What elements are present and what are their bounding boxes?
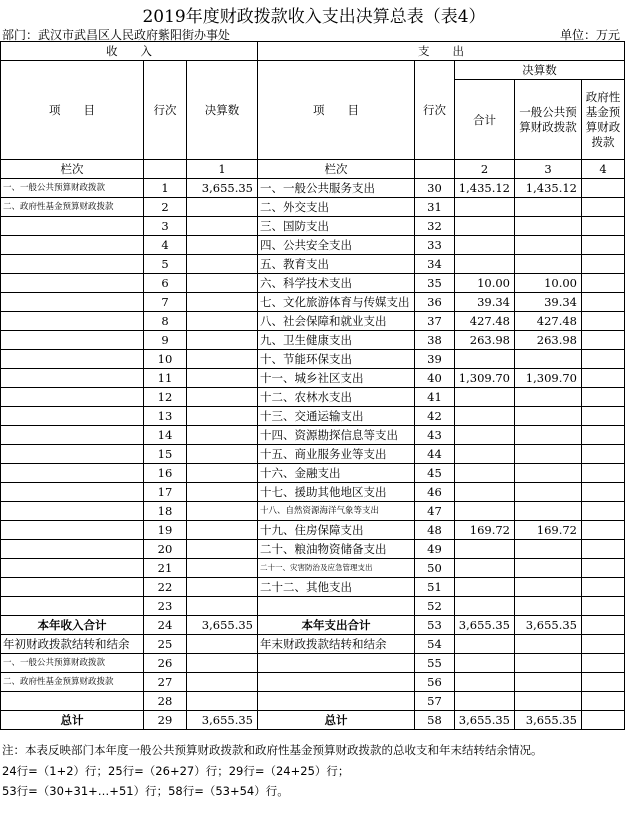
income-line-cell: 4	[144, 236, 187, 255]
gov-fund-cell	[582, 388, 625, 407]
income-item-cell	[1, 426, 144, 445]
gov-fund-cell	[582, 559, 625, 578]
final-accounts-table	[0, 41, 625, 730]
income-line-cell: 7	[144, 293, 187, 312]
income-amount-cell: 3,655.35	[187, 179, 258, 198]
note-line-2: 24行=（1+2）行；25行=（26+27）行；29行=（24+25）行；	[2, 764, 350, 778]
total-cell: 39.34	[455, 293, 515, 312]
gov-fund-cell	[582, 179, 625, 198]
income-item-cell	[1, 236, 144, 255]
general-budget-cell: 1,309.70	[515, 369, 582, 388]
table-row	[1, 388, 625, 407]
income-item-cell	[1, 559, 144, 578]
total-cell	[455, 654, 515, 673]
table-row	[1, 426, 625, 445]
expense-line-cell: 41	[415, 388, 455, 407]
expense-line-cell: 45	[415, 464, 455, 483]
expense-line-cell: 39	[415, 350, 455, 369]
table-row	[1, 578, 625, 597]
income-amount-cell	[187, 407, 258, 426]
column-number: 3	[515, 160, 582, 179]
income-line-cell: 10	[144, 350, 187, 369]
income-amount-cell	[187, 236, 258, 255]
expense-line-cell: 30	[415, 179, 455, 198]
general-budget-cell	[515, 692, 582, 711]
general-budget-cell	[515, 464, 582, 483]
expense-item-cell	[258, 654, 415, 673]
total-cell: 3,655.35	[455, 711, 515, 730]
general-budget-cell	[515, 540, 582, 559]
expense-item-cell: 总计	[258, 711, 415, 730]
income-amount-cell	[187, 692, 258, 711]
expense-item-cell: 年末财政拨款结转和结余	[258, 635, 415, 654]
income-item-cell: 一、一般公共预算财政拨款	[1, 179, 144, 198]
income-line-cell: 5	[144, 255, 187, 274]
expense-line-cell: 49	[415, 540, 455, 559]
income-line-cell: 1	[144, 179, 187, 198]
expense-line-cell: 42	[415, 407, 455, 426]
table-row	[1, 293, 625, 312]
income-amount-cell	[187, 217, 258, 236]
income-line-cell: 25	[144, 635, 187, 654]
expense-item-cell: 十七、援助其他地区支出	[258, 483, 415, 502]
income-item-cell	[1, 464, 144, 483]
income-line-cell: 27	[144, 673, 187, 692]
income-item-cell	[1, 407, 144, 426]
expense-item-cell: 二十、粮油物资储备支出	[258, 540, 415, 559]
income-amount-cell	[187, 445, 258, 464]
expense-item-cell: 二十一、灾害防治及应急管理支出	[258, 559, 415, 578]
gov-fund-cell	[582, 293, 625, 312]
income-amount-cell	[187, 388, 258, 407]
income-amount-cell	[187, 483, 258, 502]
final-amount-header: 决算数	[455, 61, 625, 80]
general-budget-cell: 427.48	[515, 312, 582, 331]
expense-line-cell: 56	[415, 673, 455, 692]
total-cell: 169.72	[455, 521, 515, 540]
total-cell	[455, 464, 515, 483]
general-budget-cell	[515, 445, 582, 464]
income-amount-cell	[187, 559, 258, 578]
income-amount-cell	[187, 540, 258, 559]
income-item-cell: 总计	[1, 711, 144, 730]
column-number: 1	[187, 160, 258, 179]
note-line-1: 注：本表反映部门本年度一般公共预算财政拨款和政府性基金预算财政拨款的总收支和年末结转结余情况。	[2, 743, 543, 757]
table-row	[1, 521, 625, 540]
column-number: 2	[455, 160, 515, 179]
gov-fund-cell	[582, 692, 625, 711]
general-budget-cell	[515, 597, 582, 616]
gov-fund-cell	[582, 274, 625, 293]
income-item-cell	[1, 350, 144, 369]
note-line-3: 53行=（30+31+…+51）行；58行=（53+54）行。	[2, 784, 289, 798]
expense-line-cell: 32	[415, 217, 455, 236]
expense-line-cell: 38	[415, 331, 455, 350]
expense-item-cell	[258, 692, 415, 711]
general-budget-cell: 3,655.35	[515, 711, 582, 730]
expense-line-cell: 33	[415, 236, 455, 255]
income-item-cell: 一、一般公共预算财政拨款	[1, 654, 144, 673]
gov-fund-cell	[582, 198, 625, 217]
total-cell	[455, 578, 515, 597]
income-header: 收 入	[1, 42, 258, 61]
income-item-cell	[1, 274, 144, 293]
income-column-label: 栏次	[1, 160, 144, 179]
general-budget-cell	[515, 654, 582, 673]
total-cell	[455, 540, 515, 559]
gov-fund-cell	[582, 426, 625, 445]
general-budget-cell: 39.34	[515, 293, 582, 312]
income-line-cell: 24	[144, 616, 187, 635]
gov-fund-cell	[582, 654, 625, 673]
expense-line-header: 行次	[415, 61, 455, 160]
gov-fund-cell	[582, 597, 625, 616]
total-cell: 3,655.35	[455, 616, 515, 635]
expense-item-cell: 四、公共安全支出	[258, 236, 415, 255]
expense-item-cell: 五、教育支出	[258, 255, 415, 274]
total-cell	[455, 388, 515, 407]
gov-fund-cell	[582, 673, 625, 692]
total-cell	[455, 559, 515, 578]
general-budget-cell	[515, 502, 582, 521]
gov-fund-cell	[582, 616, 625, 635]
total-cell	[455, 445, 515, 464]
income-line-cell: 3	[144, 217, 187, 236]
income-line-cell: 16	[144, 464, 187, 483]
income-item-cell	[1, 483, 144, 502]
gov-fund-cell	[582, 369, 625, 388]
expense-item-cell	[258, 673, 415, 692]
expense-line-cell: 48	[415, 521, 455, 540]
gov-fund-cell	[582, 578, 625, 597]
income-amount-cell	[187, 578, 258, 597]
income-item-cell	[1, 502, 144, 521]
expense-line-cell: 37	[415, 312, 455, 331]
expense-header: 支 出	[258, 42, 625, 61]
expense-line-cell: 47	[415, 502, 455, 521]
general-budget-cell: 10.00	[515, 274, 582, 293]
income-item-cell: 二、政府性基金预算财政拨款	[1, 198, 144, 217]
expense-item-cell: 一、一般公共服务支出	[258, 179, 415, 198]
income-item-cell	[1, 692, 144, 711]
income-item-cell	[1, 445, 144, 464]
expense-item-cell: 十四、资源勘探信息等支出	[258, 426, 415, 445]
income-line-cell: 15	[144, 445, 187, 464]
total-cell	[455, 236, 515, 255]
table-row	[1, 369, 625, 388]
expense-item-cell: 十九、住房保障支出	[258, 521, 415, 540]
gov-fund-cell	[582, 312, 625, 331]
general-budget-cell: 3,655.35	[515, 616, 582, 635]
income-amount-cell: 3,655.35	[187, 616, 258, 635]
expense-line-cell: 58	[415, 711, 455, 730]
table-row	[1, 464, 625, 483]
expense-column-label: 栏次	[258, 160, 415, 179]
total-cell	[455, 597, 515, 616]
income-line-cell: 14	[144, 426, 187, 445]
income-line-cell: 20	[144, 540, 187, 559]
income-item-cell	[1, 521, 144, 540]
general-budget-cell	[515, 217, 582, 236]
gov-fund-cell	[582, 217, 625, 236]
income-amount-cell: 3,655.35	[187, 711, 258, 730]
total-cell	[455, 217, 515, 236]
income-amount-cell	[187, 331, 258, 350]
total-cell	[455, 407, 515, 426]
income-item-cell	[1, 312, 144, 331]
gov-fund-cell	[582, 236, 625, 255]
expense-line-cell: 57	[415, 692, 455, 711]
page-title: 2019年度财政拨款收入支出决算总表（表4）	[142, 7, 486, 27]
total-header: 合计	[455, 80, 515, 160]
expense-line-cell: 35	[415, 274, 455, 293]
table-row	[1, 692, 625, 711]
income-item-cell: 本年收入合计	[1, 616, 144, 635]
expense-line-cell: 53	[415, 616, 455, 635]
income-line-cell: 22	[144, 578, 187, 597]
total-cell: 263.98	[455, 331, 515, 350]
general-budget-cell: 263.98	[515, 331, 582, 350]
table-row	[1, 198, 625, 217]
income-item-cell: 二、政府性基金预算财政拨款	[1, 673, 144, 692]
table-row	[1, 654, 625, 673]
income-amount-cell	[187, 654, 258, 673]
expense-line-cell: 46	[415, 483, 455, 502]
income-line-cell: 19	[144, 521, 187, 540]
table-row	[1, 236, 625, 255]
gov-fund-header: 政府性基金预算财政拨款	[582, 80, 625, 160]
gov-fund-cell	[582, 255, 625, 274]
income-line-cell: 26	[144, 654, 187, 673]
general-budget-cell	[515, 407, 582, 426]
total-cell	[455, 635, 515, 654]
income-amount-cell	[187, 350, 258, 369]
general-budget-cell	[515, 673, 582, 692]
income-amount-cell	[187, 521, 258, 540]
income-line-cell: 9	[144, 331, 187, 350]
table-row	[1, 673, 625, 692]
table-row	[1, 540, 625, 559]
gov-fund-cell	[582, 407, 625, 426]
income-amount-cell	[187, 673, 258, 692]
income-item-cell	[1, 331, 144, 350]
income-line-header: 行次	[144, 61, 187, 160]
table-row	[1, 350, 625, 369]
income-item-cell	[1, 388, 144, 407]
total-cell	[455, 198, 515, 217]
expense-line-cell: 43	[415, 426, 455, 445]
total-cell	[455, 673, 515, 692]
income-item-cell	[1, 369, 144, 388]
income-line-cell: 2	[144, 198, 187, 217]
expense-item-cell: 十一、城乡社区支出	[258, 369, 415, 388]
gov-fund-cell	[582, 635, 625, 654]
table-row	[1, 217, 625, 236]
general-budget-header: 一般公共预算财政拨款	[515, 80, 582, 160]
income-line-cell: 12	[144, 388, 187, 407]
income-item-cell	[1, 540, 144, 559]
table-row	[1, 274, 625, 293]
gov-fund-cell	[582, 540, 625, 559]
expense-line-cell: 54	[415, 635, 455, 654]
income-line-cell: 8	[144, 312, 187, 331]
total-cell: 427.48	[455, 312, 515, 331]
expense-item-cell: 六、科学技术支出	[258, 274, 415, 293]
gov-fund-cell	[582, 502, 625, 521]
expense-item-cell: 十八、自然资源海洋气象等支出	[258, 502, 415, 521]
general-budget-cell	[515, 635, 582, 654]
income-line-cell: 28	[144, 692, 187, 711]
table-row	[1, 502, 625, 521]
income-amount-cell	[187, 255, 258, 274]
general-budget-cell	[515, 350, 582, 369]
income-amount-cell	[187, 464, 258, 483]
income-amount-cell	[187, 369, 258, 388]
total-cell	[455, 483, 515, 502]
general-budget-cell	[515, 578, 582, 597]
expense-line-cell: 34	[415, 255, 455, 274]
general-budget-cell	[515, 426, 582, 445]
income-amount-header: 决算数	[187, 61, 258, 160]
income-amount-cell	[187, 502, 258, 521]
table-row	[1, 445, 625, 464]
total-cell	[455, 502, 515, 521]
general-budget-cell	[515, 559, 582, 578]
general-budget-cell	[515, 198, 582, 217]
table-row	[1, 179, 625, 198]
expense-line-cell: 36	[415, 293, 455, 312]
expense-line-cell: 44	[415, 445, 455, 464]
expense-line-cell: 40	[415, 369, 455, 388]
expense-item-header: 项 目	[258, 61, 415, 160]
total-cell: 1,435.12	[455, 179, 515, 198]
total-cell	[455, 426, 515, 445]
expense-item-cell: 八、社会保障和就业支出	[258, 312, 415, 331]
gov-fund-cell	[582, 331, 625, 350]
gov-fund-cell	[582, 483, 625, 502]
income-item-cell	[1, 293, 144, 312]
expense-line-cell: 50	[415, 559, 455, 578]
table-row	[1, 312, 625, 331]
gov-fund-cell	[582, 445, 625, 464]
expense-line-cell: 55	[415, 654, 455, 673]
expense-item-cell	[258, 597, 415, 616]
table-row	[1, 255, 625, 274]
table-row	[1, 483, 625, 502]
general-budget-cell	[515, 388, 582, 407]
table-row	[1, 407, 625, 426]
expense-item-cell: 十六、金融支出	[258, 464, 415, 483]
income-item-cell	[1, 597, 144, 616]
general-budget-cell: 1,435.12	[515, 179, 582, 198]
expense-item-cell: 十、节能环保支出	[258, 350, 415, 369]
income-item-cell	[1, 578, 144, 597]
gov-fund-cell	[582, 464, 625, 483]
income-line-cell: 21	[144, 559, 187, 578]
column-number: 4	[582, 160, 625, 179]
total-cell: 1,309.70	[455, 369, 515, 388]
income-line-cell: 11	[144, 369, 187, 388]
general-budget-cell: 169.72	[515, 521, 582, 540]
table-row	[1, 597, 625, 616]
income-line-cell: 18	[144, 502, 187, 521]
expense-item-cell: 九、卫生健康支出	[258, 331, 415, 350]
expense-item-cell: 七、文化旅游体育与传媒支出	[258, 293, 415, 312]
income-item-cell	[1, 217, 144, 236]
expense-line-cell: 52	[415, 597, 455, 616]
expense-item-cell: 十二、农林水支出	[258, 388, 415, 407]
income-item-cell	[1, 255, 144, 274]
table-row	[1, 635, 625, 654]
income-item-cell: 年初财政拨款结转和结余	[1, 635, 144, 654]
income-amount-cell	[187, 198, 258, 217]
gov-fund-cell	[582, 350, 625, 369]
income-line-cell: 29	[144, 711, 187, 730]
unit-label: 单位：万元	[559, 28, 620, 42]
income-line-cell: 23	[144, 597, 187, 616]
income-line-cell: 6	[144, 274, 187, 293]
expense-item-cell: 二十二、其他支出	[258, 578, 415, 597]
table-row	[1, 559, 625, 578]
expense-item-cell: 十五、商业服务业等支出	[258, 445, 415, 464]
expense-item-cell: 本年支出合计	[258, 616, 415, 635]
gov-fund-cell	[582, 521, 625, 540]
total-cell: 10.00	[455, 274, 515, 293]
income-amount-cell	[187, 312, 258, 331]
total-cell	[455, 255, 515, 274]
expense-item-cell: 十三、交通运输支出	[258, 407, 415, 426]
general-budget-cell	[515, 236, 582, 255]
table-row	[1, 616, 625, 635]
expense-line-cell: 51	[415, 578, 455, 597]
gov-fund-cell	[582, 711, 625, 730]
income-amount-cell	[187, 635, 258, 654]
expense-line-cell: 31	[415, 198, 455, 217]
department-label: 部门：武汉市武昌区人民政府紫阳街办事处	[2, 28, 231, 42]
expense-item-cell: 二、外交支出	[258, 198, 415, 217]
general-budget-cell	[515, 255, 582, 274]
table-row	[1, 711, 625, 730]
income-line-cell: 17	[144, 483, 187, 502]
general-budget-cell	[515, 483, 582, 502]
income-amount-cell	[187, 426, 258, 445]
total-cell	[455, 350, 515, 369]
total-cell	[455, 692, 515, 711]
income-amount-cell	[187, 597, 258, 616]
table-row	[1, 331, 625, 350]
expense-item-cell: 三、国防支出	[258, 217, 415, 236]
income-line-cell: 13	[144, 407, 187, 426]
income-amount-cell	[187, 274, 258, 293]
income-amount-cell	[187, 293, 258, 312]
income-item-header: 项 目	[1, 61, 144, 160]
